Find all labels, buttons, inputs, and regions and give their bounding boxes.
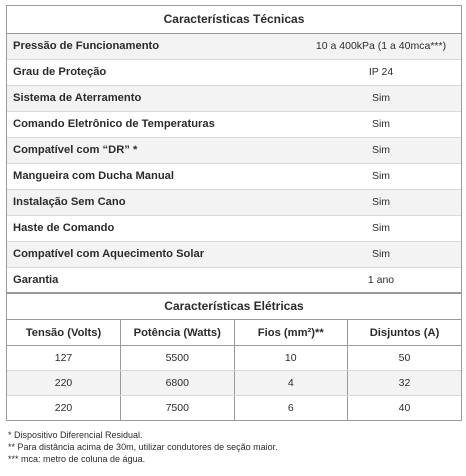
table-row [7,86,461,112]
footnote-mca: *** mca: metro de coluna de água. [8,454,146,464]
spec-label: Compatível com Aquecimento Solar [13,248,205,260]
spec-label: Garantia [13,274,59,286]
technical-specs-table [6,5,462,294]
table-row [7,34,461,60]
spec-label: Mangueira com Ducha Manual [13,170,175,182]
footnote-dr: * Dispositivo Diferencial Residual. [8,430,143,440]
table-row [7,190,461,216]
table-row [7,346,461,371]
table-row [7,268,461,293]
spec-value: 1 ano [367,274,395,286]
table-row [7,164,461,190]
cell-power: 7500 [121,396,235,421]
cell-breakers: 50 [348,346,462,371]
cell-power: 6800 [121,371,235,396]
spec-value: Sim [371,144,391,156]
spec-value: Sim [371,248,391,260]
table-row [7,112,461,138]
footnote-distance: ** Para distância acima de 30m, utilizar condutores de seção maior. [8,442,278,452]
cell-wires: 4 [234,371,348,396]
table-row [7,60,461,86]
technical-specs-title: Características Técnicas [7,6,461,34]
cell-wires: 10 [234,346,348,371]
spec-value: Sim [371,118,391,130]
cell-breakers: 32 [348,371,462,396]
spec-value: Sim [371,92,391,104]
column-header-wires: Fios (mm²)** [234,320,348,346]
spec-value: Sim [371,196,391,208]
spec-value: 10 a 400kPa (1 a 40mca***) [315,40,447,52]
cell-voltage: 220 [7,371,121,396]
spec-value: Sim [371,170,391,182]
spec-label: Sistema de Aterramento [13,92,142,104]
electrical-grid [7,320,461,420]
table-row [7,242,461,268]
table-row [7,371,461,396]
column-header-power: Potência (Watts) [121,320,235,346]
cell-power: 5500 [121,346,235,371]
spec-label: Haste de Comando [13,222,115,234]
table-row [7,216,461,242]
electrical-specs-table [6,292,462,421]
table-row [7,396,461,421]
footnotes [8,429,458,465]
cell-voltage: 127 [7,346,121,371]
cell-voltage: 220 [7,396,121,421]
spec-label: Comando Eletrônico de Temperaturas [13,118,215,130]
table-row [7,138,461,164]
spec-label: Instalação Sem Cano [13,196,126,208]
spec-label: Compatível com “DR” * [13,144,138,156]
spec-label: Grau de Proteção [13,66,107,78]
cell-wires: 6 [234,396,348,421]
column-header-breakers: Disjuntos (A) [348,320,462,346]
spec-value: IP 24 [368,66,394,78]
column-header-voltage: Tensão (Volts) [7,320,121,346]
spec-value: Sim [371,222,391,234]
cell-breakers: 40 [398,402,411,414]
electrical-specs-title: Características Elétricas [7,293,461,320]
spec-label: Pressão de Funcionamento [13,40,160,52]
header-row [7,320,461,346]
